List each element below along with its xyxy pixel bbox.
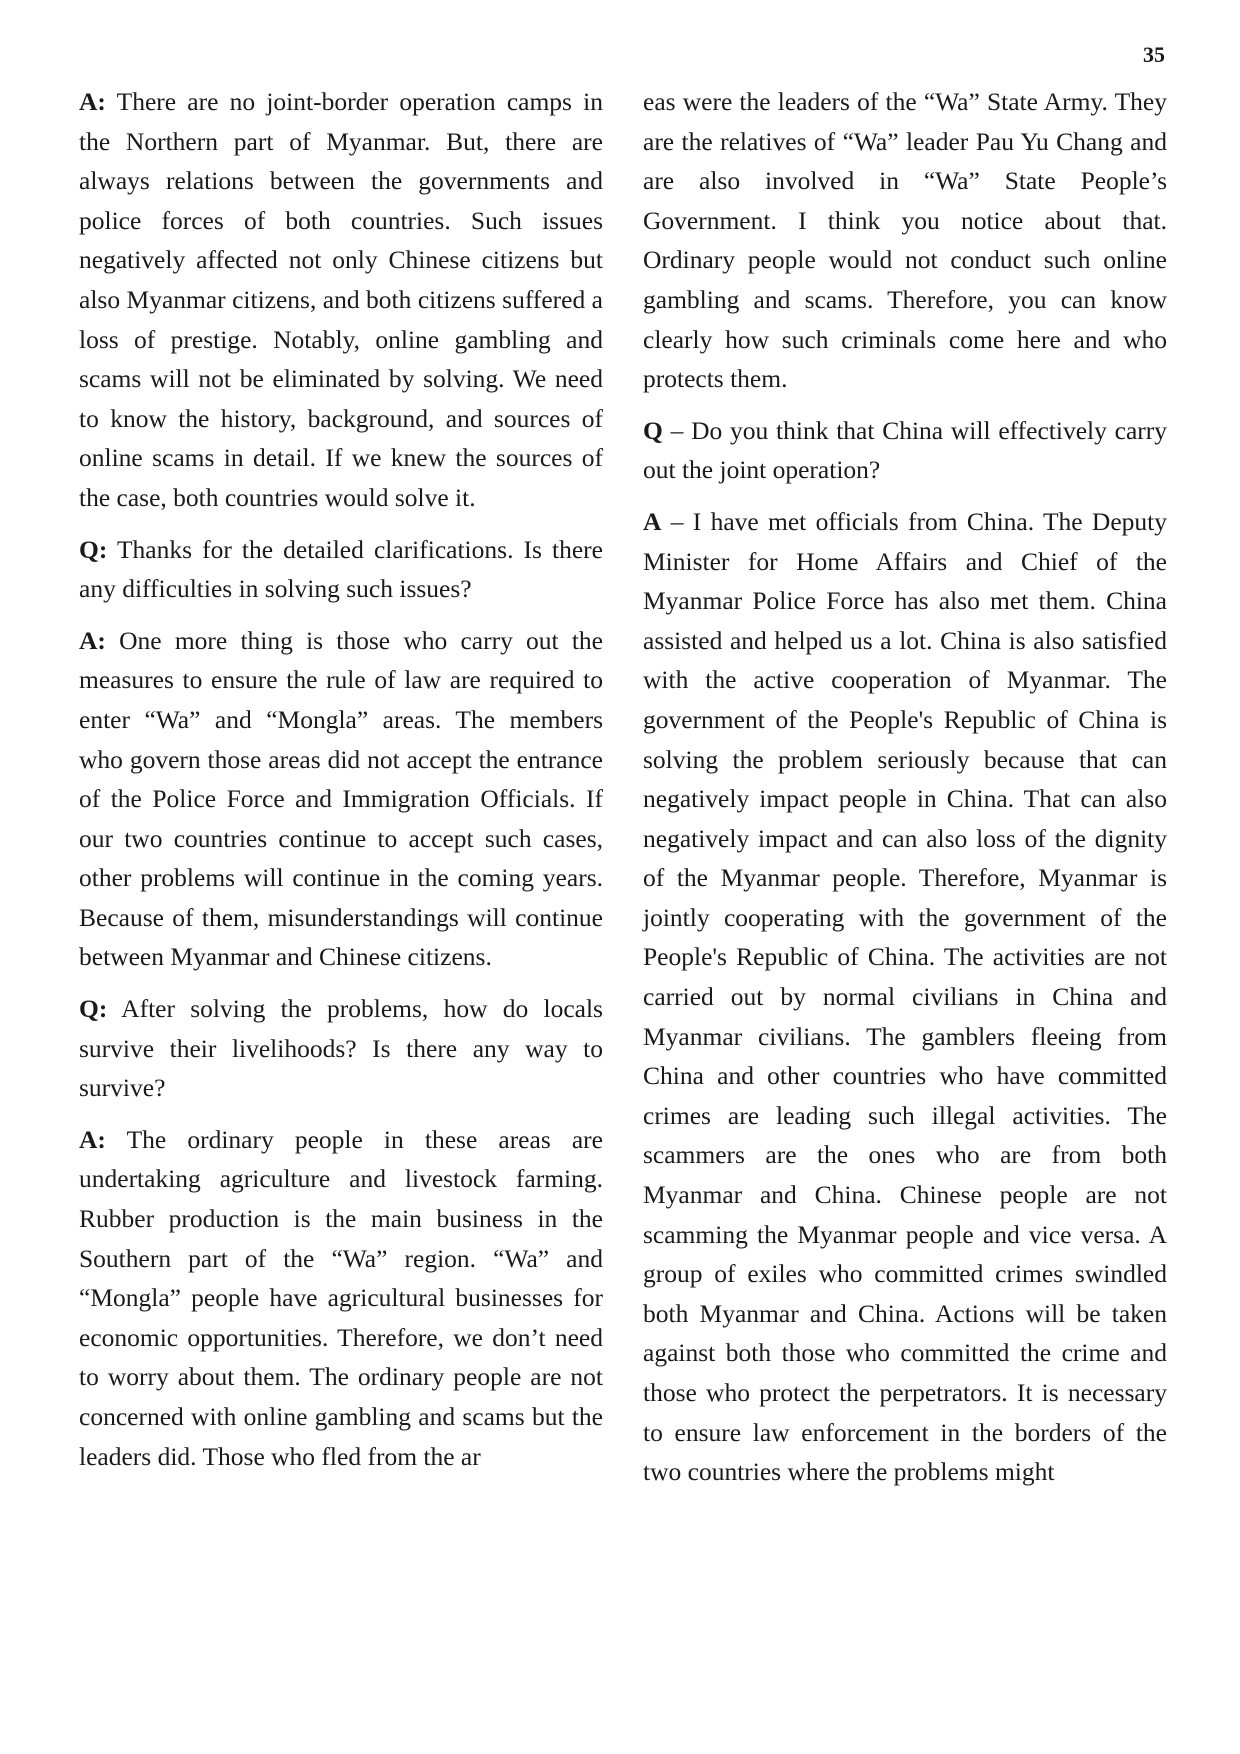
paragraph-text: Thanks for the detailed clarifications. Is there any difficulties in solving such issues? [79,534,603,604]
right-column [643,82,1167,1504]
paragraph-text: There are no joint-border operation camps in the Northern part of Myanmar. But, there are always relations between the governments and police forces of both countries. Such issues negatively affected not only Chinese citizens but also Myanmar citizens, and both citizens suffered a loss of prestige. Notably, online gambling and scams will not be eliminated by solving. We need to know the history, background, and sources of online scams in detail. If we knew the sources of the case, both countries would solve it. [79,87,603,512]
paragraph-text: One more thing is those who carry out the measures to ensure the rule of law are required to enter “Wa” and “Mongla” areas. The members who govern those areas did not accept the entrance of the Police Force and Immigration Officials. If our two countries continue to accept such cases, other problems will continue in the coming years. Because of them, misunderstandings will continue between Myanmar and Chinese citizens. [79,625,603,972]
paragraph-text: After solving the problems, how do locals survive their livelihoods? Is there any way to survive? [79,994,603,1103]
answer-paragraph [79,1120,603,1476]
speaker-label: A: [79,87,106,116]
speaker-label: A: [79,625,106,655]
question-paragraph [79,989,603,1108]
speaker-label: A [643,506,662,536]
paragraph-text: eas were the leaders of the “Wa” State Army. They are the relatives of “Wa” leader Pau Yu Chang and are also involved in “Wa” State People’s Government. I think you notice about that. Ordinary people would not conduct such online gambling and scams. Therefore, you can know clearly how such criminals come here and who protects them. [643,87,1167,394]
answer-paragraph [79,621,603,977]
paragraph-text: The ordinary people in these areas are undertaking agriculture and livestock farming. Rubber production is the main business in the Southern part of the “Wa” region. “Wa” and “Mongla” people have agricultural businesses for economic opportunities. Therefore, we don’t need to worry about them. The ordinary people are not concerned with online gambling and scams but the leaders did. Those who fled from the ar [79,1124,603,1471]
question-paragraph [79,530,603,609]
question-paragraph [643,411,1167,490]
speaker-label: Q: [79,534,108,564]
answer-paragraph [79,82,603,518]
left-column [79,82,603,1488]
paragraph-text: – I have met officials from China. The Deputy Minister for Home Affairs and Chief of the Myanmar Police Force has also met them. China assisted and helped us a lot. China is also satisfied with the active cooperation of Myanmar. The government of the People's Republic of China is solving the problem seriously because that can negatively impact people in China. That can also negatively impact and can also loss of the dignity of the Myanmar people. Therefore, Myanmar is jointly cooperating with the government of the People's Republic of China. The activities are not carried out by normal civilians in China and Myanmar civilians. The gamblers fleeing from China and other countries who have committed crimes are leading such illegal activities. The scammers are the ones who are from both Myanmar and China. Chinese people are not scamming the Myanmar people and vice versa. A group of exiles who committed crimes swindled both Myanmar and China. Actions will be taken against both those who committed the crime and those who protect the perpetrators. It is necessary to ensure law enforcement in the borders of the two countries where the problems might [643,506,1167,1487]
paragraph-text: – Do you think that China will effectively carry out the joint operation? [643,415,1167,485]
page-number: 35 [1143,42,1165,67]
speaker-label: Q: [79,994,108,1024]
speaker-label: Q [643,415,663,445]
speaker-label: A: [79,1124,106,1154]
continued-paragraph [643,82,1167,399]
answer-paragraph [643,502,1167,1492]
